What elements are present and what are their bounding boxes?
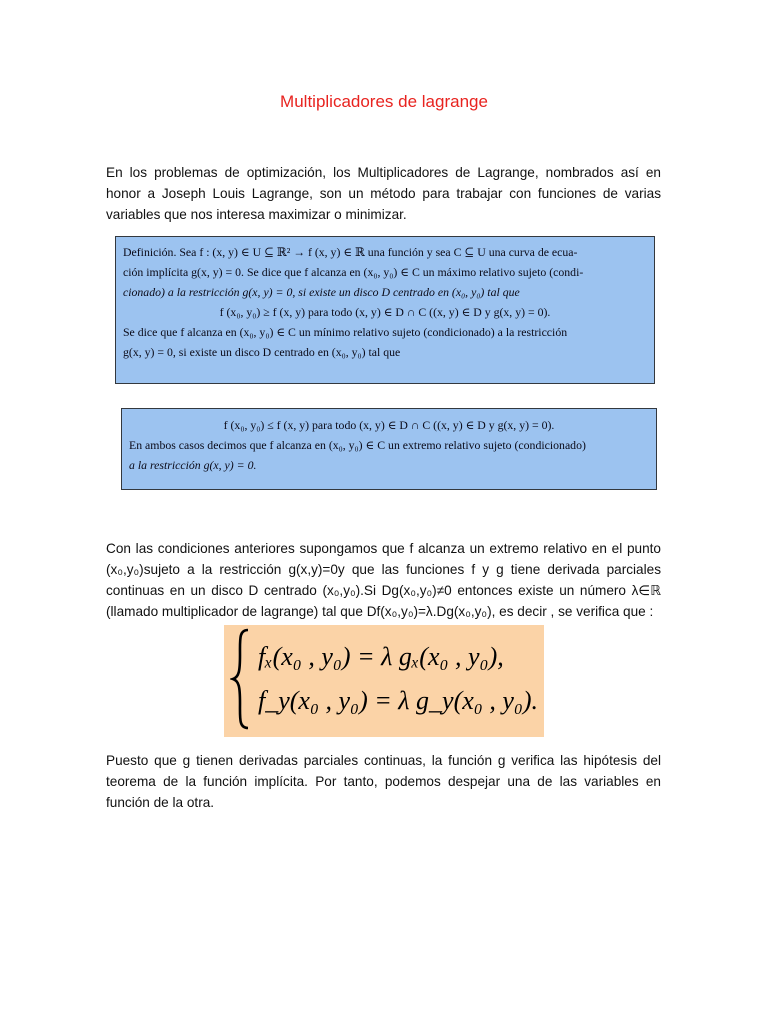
conclusion-paragraph: Puesto que g tienen derivadas parciales continuas, la función g verifica las hipótesis del teorema de la función implícita. Por tanto, podemos despejar una de las variables en función de la otra. [106,753,661,810]
definition-inequality-max: f (x₀, y₀) ≥ f (x, y) para todo (x, y) ∈ D ∩ C ((x, y) ∈ D y g(x, y) = 0). [219,305,551,319]
equation-fx: fₓ(x₀ , y₀) = λ gₓ(x₀ , y₀), [258,642,504,671]
conditions-paragraph: Con las condiciones anteriores supongamos que f alcanza un extremo relativo en el punto (x₀,y₀)sujeto a la restricción g(x,y)=0y que las funciones f y g tiene derivada parciales continuas en un disco D centrado (x₀,y₀).Si Dg(x₀,y₀)≠0 entonces existe un número λ∈ℝ (llamado multiplicador de lagrange) tal que Df(x₀,y₀)=λ.Dg(x₀,y₀), es decir , se verifica que : [106,541,661,619]
definition-line-3: cionado) a la restricción g(x, y) = 0, si existe un disco D centrado en (x₀, y₀) tal que [123,285,520,299]
definition-line-6: g(x, y) = 0, si existe un disco D centrado en (x₀, y₀) tal que [123,345,401,359]
page-title: Multiplicadores de lagrange [280,92,488,111]
definition-line-5: Se dice que f alcanza en (x₀, y₀) ∈ C un mínimo relativo sujeto (condicionado) a la restricción [123,325,568,339]
definition-extremum-line: En ambos casos decimos que f alcanza en (x₀, y₀) ∈ C un extremo relativo sujeto (condicionado) [129,438,586,452]
lagrange-equations [224,625,544,737]
left-brace-icon [230,627,252,731]
definition-restriction-line: a la restricción g(x, y) = 0. [129,458,257,472]
intro-paragraph: En los problemas de optimización, los Multiplicadores de Lagrange, nombrados así en honor a Joseph Louis Lagrange, son un método para trabajar con funciones de varias variables que nos interesa maximizar o minimizar. [106,165,661,222]
definition-line-2: ción implícita g(x, y) = 0. Se dice que f alcanza en (x₀, y₀) ∈ C un máximo relativo sujeto (condi- [123,265,584,279]
definition-inequality-min: f (x₀, y₀) ≤ f (x, y) para todo (x, y) ∈ D ∩ C ((x, y) ∈ D y g(x, y) = 0). [223,418,555,432]
definition-box [115,236,655,384]
equation-fy: f_y(x₀ , y₀) = λ g_y(x₀ , y₀). [258,686,539,715]
definition-line-1: Definición. Sea f : (x, y) ∈ U ⊆ ℝ² → f (x, y) ∈ ℝ una función y sea C ⊆ U una curva de ecua- [123,245,578,259]
definition-box-continued [121,408,657,490]
